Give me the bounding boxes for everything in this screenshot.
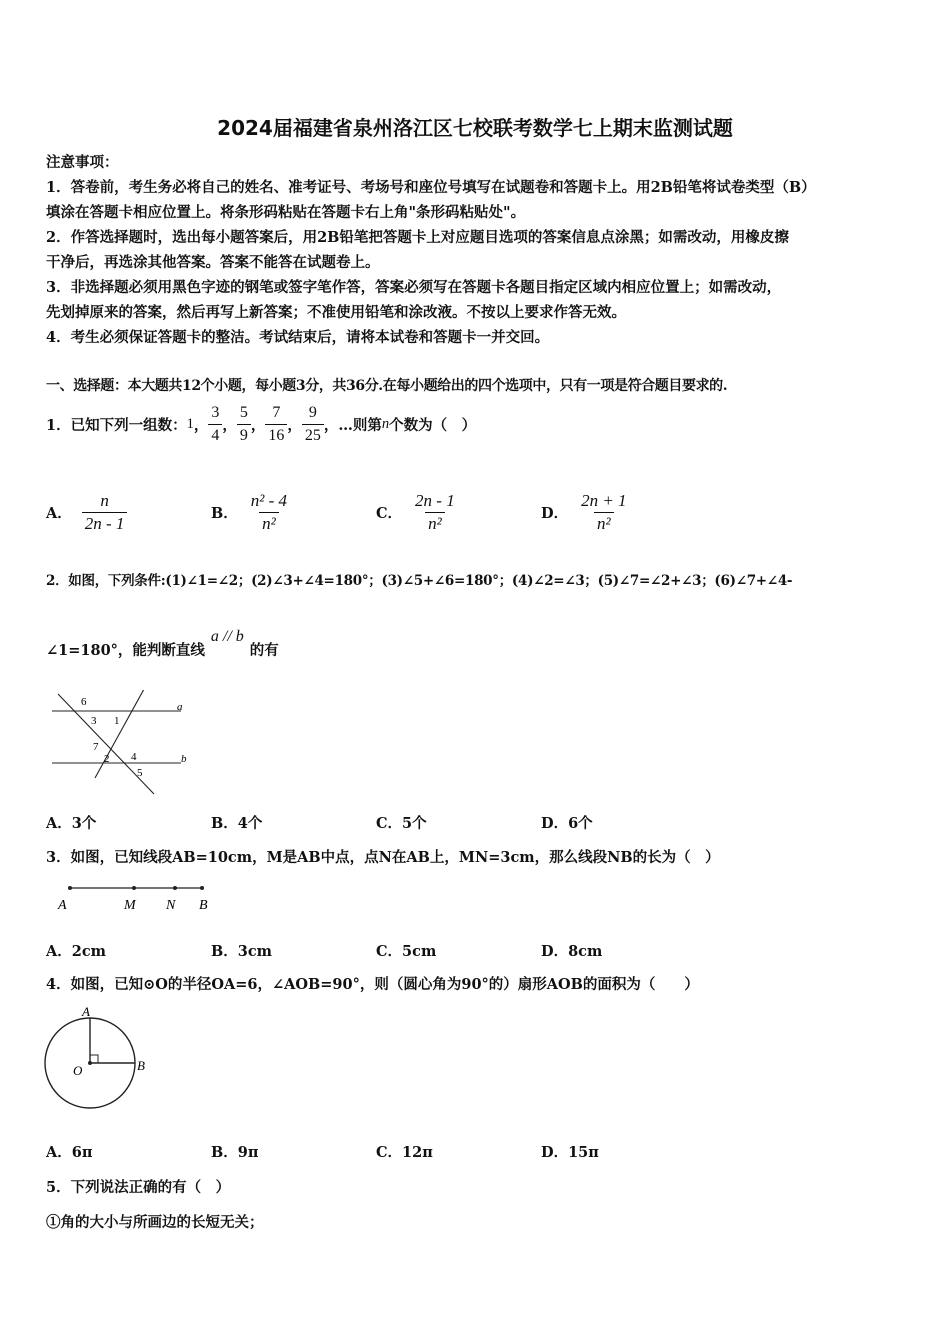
q2-figure-parallel-lines [46,690,196,800]
q3-option-a[interactable] [46,940,106,961]
option-label: B． [211,943,238,960]
question-1 [46,400,476,448]
option-text: 6个 [568,815,593,832]
q1-option-c[interactable] [376,488,458,536]
q2-option-b[interactable] [211,812,262,833]
point-label-b: B [199,898,208,913]
line-label-a: a [177,701,183,713]
point-a [68,886,72,890]
question-4: 4．如图，已知⊙O的半径OA=6，∠AOB=90°，则（圆心角为90°的）扇形AOB的面积为（ ） [46,976,699,993]
q3-option-b[interactable] [211,940,272,961]
option-text: 3cm [237,943,273,960]
q3-option-c[interactable] [376,940,436,961]
question-3: 3．如图，已知线段AB=10cm，M是AB中点，点N在AB上，MN=3cm，那么线段NB的长为（ ） [46,849,720,866]
q1-sep: ， [222,416,237,434]
question-5: 5．下列说法正确的有（ ） [46,1179,231,1196]
option-fraction: $\frac{2n + 1}{\text{n²}}$ [581,490,627,533]
q4-figure-circle [40,1000,160,1115]
option-text: 8cm [568,943,603,960]
line-label-b: b [181,753,187,765]
option-text: 4个 [237,815,263,832]
notice-line: 先划掉原来的答案，然后再写上新答案；不准使用铅笔和涂改液。不按以上要求作答无效。 [46,304,626,321]
notice-line: 4．考生必须保证答题卡的整洁。考试结束后，请将本试卷和答题卡一并交回。 [46,329,550,346]
option-text: 5cm [402,943,437,960]
question-2-line2 [46,620,279,660]
option-label: A． [46,815,72,832]
notice-line: 2．作答选择题时，选出每小题答案后，用2B铅笔把答题卡上对应题目选项的答案信息点涂黑；如需改动，用橡皮擦 [46,229,789,246]
q4-option-c[interactable] [376,1141,433,1162]
angle-label-5: 5 [137,767,143,779]
option-label: A． [46,504,72,522]
q2-option-c[interactable] [376,812,427,833]
point-label-n: N [166,898,176,913]
notice-line: 填涂在答题卡相应位置上。将条形码粘贴在答题卡右上角"条形码粘贴处"。 [46,204,526,221]
option-label: C． [376,943,403,960]
option-text: 15π [568,1144,599,1161]
point-label-b: B [137,1058,145,1073]
point-b [200,886,204,890]
notice-line: 3．非选择题必须用黑色字迹的钢笔或签字笔作答，答案必须写在答题卡各题目指定区域内相应位置上；如需改动， [46,279,782,296]
point-label-o: O [73,1063,83,1078]
q2-text: ∠1=180°，能判断直线 [46,642,205,659]
q4-option-d[interactable] [541,1141,599,1162]
option-label: B． [211,504,238,522]
angle-label-1: 1 [114,715,120,727]
q1-sep: ， [287,416,302,434]
option-label: C． [376,815,403,832]
point-label-a: A [58,898,67,913]
q3-figure-segment [50,878,220,918]
center-point [88,1061,92,1065]
q1-term-fraction: $\frac{9}{25}$ [302,402,324,447]
option-label: A． [46,943,72,960]
q1-option-b[interactable] [211,488,290,536]
option-label: D． [541,1144,569,1161]
q2-text: 的有 [249,642,279,659]
q4-option-b[interactable] [211,1141,258,1162]
section-heading: 一、选择题：本大题共12个小题，每小题3分，共36分.在每小题给出的四个选项中，只有一项是符合题目要求的. [46,378,728,394]
option-text: 12π [402,1144,433,1161]
option-label: D． [541,504,569,522]
option-fraction: $\frac{2n - 1}{\text{n²}}$ [415,490,455,533]
point-m [132,886,136,890]
option-text: 9π [237,1144,259,1161]
point-n [173,886,177,890]
option-label: C． [376,504,403,522]
q1-variable: n [381,415,390,432]
option-label: D． [541,815,569,832]
q1-term-fraction: $\frac{5}{9}$ [237,402,251,447]
q2-parallel-expr: a // b [210,628,244,645]
point-label-m: M [124,898,136,913]
question-2-line1: 2．如图，下列条件:(1)∠1=∠2；(2)∠3+∠4=180°；(3)∠5+∠6=180°；(4)∠2=∠3；(5)∠7=∠2+∠3；(6)∠7+∠4- [46,573,793,589]
angle-label-6: 6 [81,696,87,708]
q1-term-fraction: $\frac{7}{16}$ [265,402,287,447]
q1-first-term: 1 [186,415,194,432]
q5-statement-1: ①角的大小与所画边的长短无关； [46,1214,264,1231]
q2-option-a[interactable] [46,812,96,833]
q1-option-d[interactable] [541,488,630,536]
option-label: B． [211,815,238,832]
notice-line: 干净后，再选涂其他答案。答案不能答在试题卷上。 [46,254,380,271]
option-text: 6π [71,1144,93,1161]
angle-label-3: 3 [91,715,97,727]
page-title: 2024届福建省泉州洛江区七校联考数学七上期末监测试题 [217,116,733,140]
option-label: D． [541,943,569,960]
option-label: A． [46,1144,72,1161]
option-text: 3个 [71,815,97,832]
option-text: 5个 [402,815,427,832]
q4-option-a[interactable] [46,1141,92,1162]
q1-suffix: 个数为（ ） [389,416,477,434]
q1-prefix: 1．已知下列一组数： [46,416,187,434]
option-fraction: $\frac{\text{n² - 4}}{\text{n²}}$ [250,490,288,533]
angle-label-4: 4 [131,751,137,763]
q2-option-d[interactable] [541,812,593,833]
q1-sep: ， [250,416,266,434]
option-text: 2cm [71,943,107,960]
angle-label-7: 7 [93,741,99,753]
option-label: C． [376,1144,403,1161]
q3-option-d[interactable] [541,940,602,961]
notice-line: 1．答卷前，考生务必将自己的姓名、准考证号、考场号和座位号填写在试题卷和答题卡上。用2B铅笔将试卷类型（B） [46,179,816,196]
q1-option-a[interactable] [46,488,127,536]
q1-term-fraction: $\frac{3}{4}$ [208,402,222,447]
q1-sep: ， [193,416,209,434]
point-label-a: A [82,1004,90,1019]
option-fraction: $\frac{n}{2n - 1}$ [82,490,128,535]
transversal-1 [58,694,154,794]
option-label: B． [211,1144,238,1161]
notice-heading: 注意事项： [46,154,119,171]
q1-suffix: ，…则第 [323,416,382,434]
angle-label-2: 2 [104,753,110,765]
